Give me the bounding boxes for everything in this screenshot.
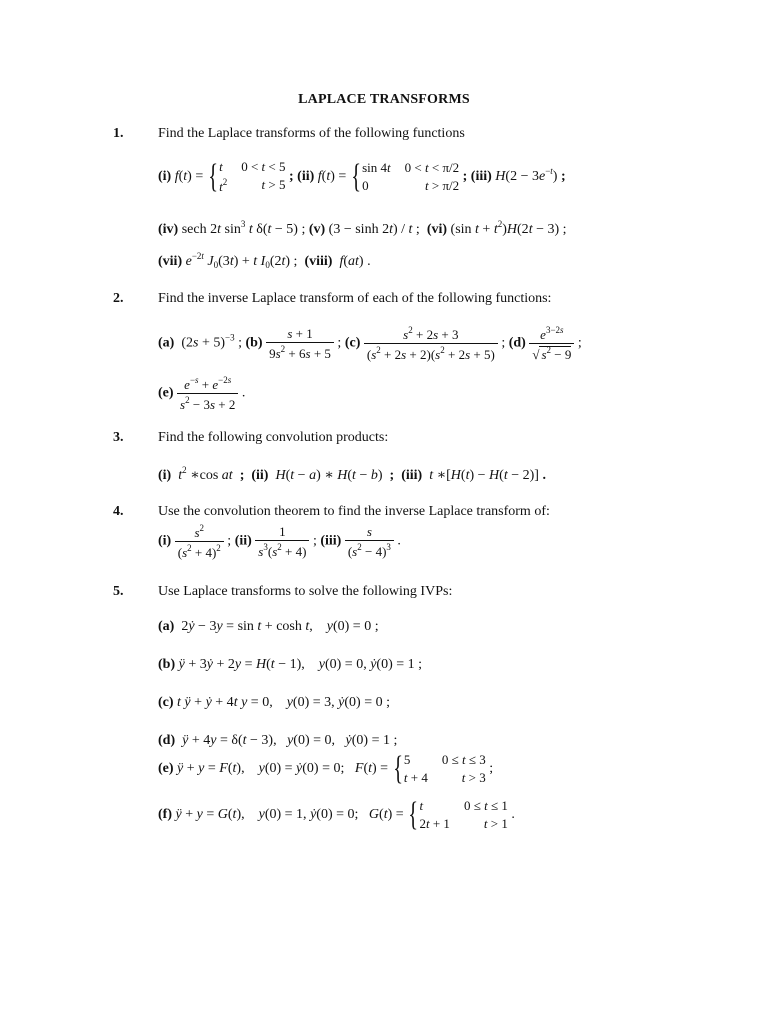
question-text: Find the Laplace transforms of the following functions (158, 126, 465, 141)
q2-line-2: (e) $\frac{e^{-s} + e^{-2s}}{s^2 - 3s + 2}$ . (158, 375, 246, 412)
q5-part-b: (b) ÿ + 3ẏ + 2y = H(t − 1), y(0) = 0, ẏ(0) = 1 ; (158, 657, 423, 672)
q5-part-a: (a) 2ẏ − 3y = sin t + cosh t, y(0) = 0 ; (158, 619, 379, 634)
q4-line-1: (i) $\frac{s^2}{(s^2 + 4)^2}$ ; (ii) $\frac{1}{s^3(s^2 + 4)}$ ; (iii) $\frac{s}{(s^2 - 4)^3}$ . (158, 523, 401, 560)
q5-part-c: (c) t ÿ + ẏ + 4t y = 0, y(0) = 3, ẏ(0) = 0 ; (158, 695, 390, 710)
q3-line-1: (i) $t^2$ ∗cos at ; (ii) H(t − a) ∗ H(t − b) ; (iii) t ∗[H(t) − H(t − 2)] . (158, 465, 546, 483)
q5-part-e: (e) ÿ + y = F(t), y(0) = ẏ(0) = 0; F(t) = { 5 0 ≤ t ≤ 3 t + 4 t > 3 ; (158, 750, 494, 787)
q1-line-1: (i) f(t) = { t 0 < t < 5 $t^2$ t > 5 ; (ii) f(t) = { sin 4t 0 < t < π/2 0 t > π/2 ; (iii) $H(2 - 3e^{-t})$ ; (158, 158, 566, 195)
question-number: 2. (113, 291, 124, 306)
q1-line-2: (iv) sech 2t $\sin^3 t$ δ(t − 5) ; (v) (3 − sinh 2t) / t ; (vi) (sin $t + t^2)H(2t - 3)$ ; (158, 219, 567, 237)
question-text: Find the inverse Laplace transform of each of the following functions: (158, 291, 552, 306)
question-text: Find the following convolution products: (158, 430, 389, 445)
question-text: Use the convolution theorem to find the inverse Laplace transform of: (158, 504, 550, 519)
q5-part-d: (d) ÿ + 4y = δ(t − 3), y(0) = 0, ẏ(0) = 1 ; (158, 733, 398, 748)
q5-part-f: (f) ÿ + y = G(t), y(0) = 1, ẏ(0) = 0; G(t) = { t 0 ≤ t ≤ 1 2t + 1 t > 1 . (158, 796, 515, 833)
question-number: 5. (113, 584, 124, 599)
question-number: 4. (113, 504, 124, 519)
question-number: 1. (113, 126, 124, 141)
q1-line-3: (vii) $e^{-2t}$ $J_0(3t) + t$ $I_0(2t)$ ; (viii) f(at) . (158, 251, 371, 270)
question-number: 3. (113, 430, 124, 445)
page-title: LAPLACE TRANSFORMS (298, 92, 470, 107)
q2-line-1: (a) $(2s + 5)^{-3}$ ; (b) $\frac{s + 1}{9s^2 + 6s + 5}$ ; (c) $\frac{s^2 + 2s + 3}{(s^2 + 2s + 2)(s^2 + 2s + 5)}$ ; (d) $\frac{e^{3-2s}}{√ s^2 - 9}$ ; (158, 325, 582, 362)
question-text: Use Laplace transforms to solve the following IVPs: (158, 584, 453, 599)
